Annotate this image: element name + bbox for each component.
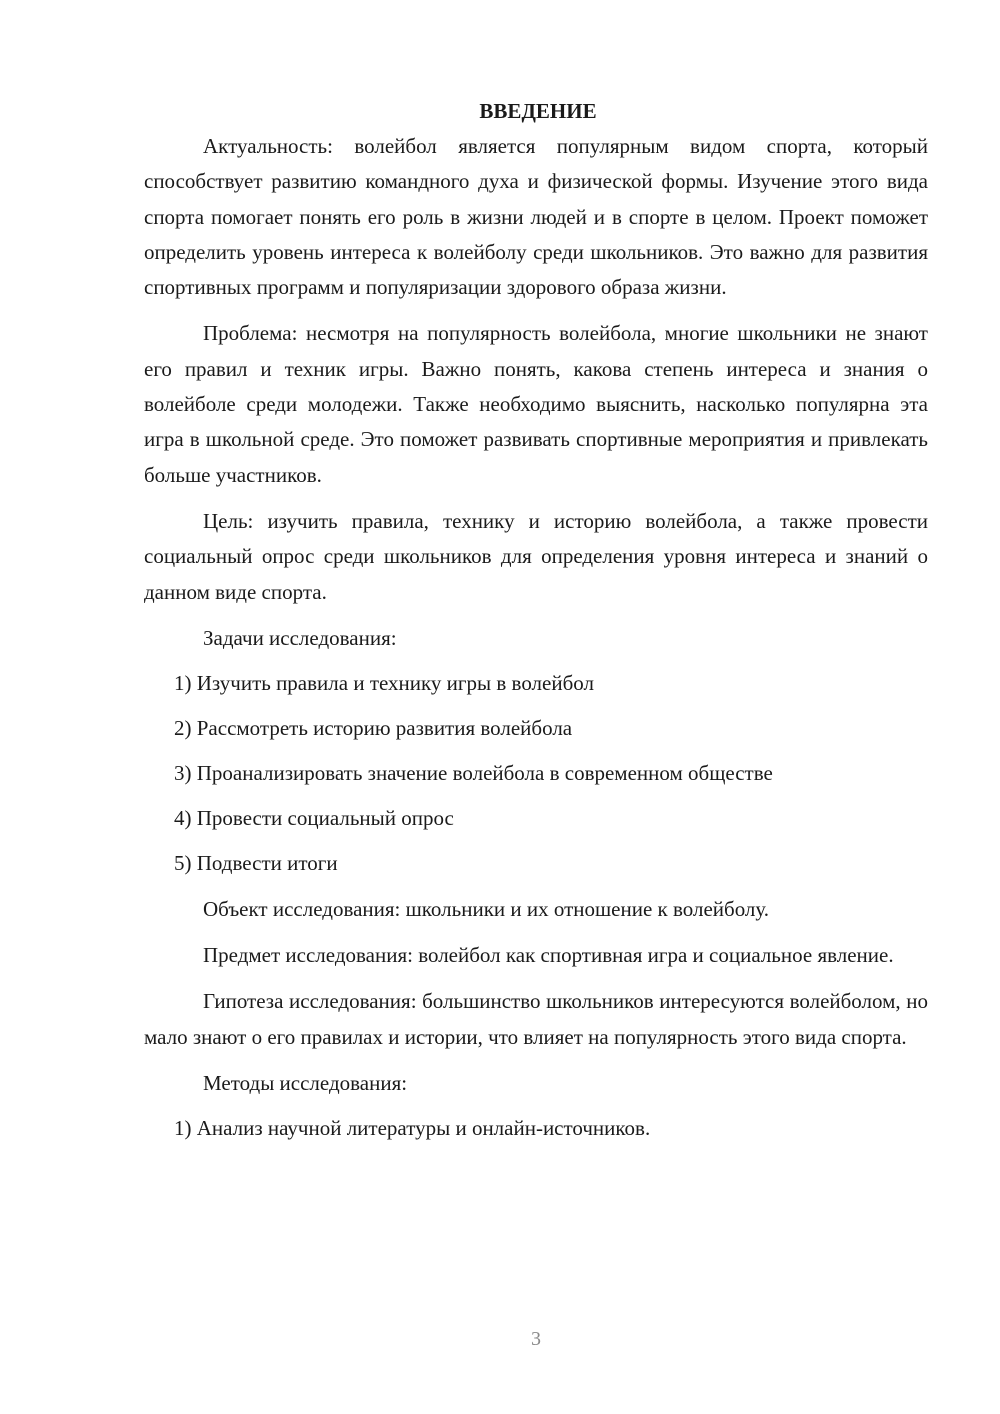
- problem-paragraph: Проблема: несмотря на популярность волейбола, многие школьники не знают его правил и техник игры. Важно понять, какова степень интереса и знания о волейболе среди молодежи. Также необходимо выяснить, насколько популярна эта игра в школьной среде. Это поможет развивать спортивные мероприятия и привлекать больше участников.: [144, 321, 928, 487]
- methods-list: [144, 1111, 928, 1146]
- task-item: 1) Изучить правила и технику игры в волейбол: [174, 670, 594, 695]
- method-item: 1) Анализ научной литературы и онлайн-источников.: [174, 1116, 651, 1141]
- relevance-paragraph: Актуальность: волейбол является популярным видом спорта, который способствует развитию командного духа и физической формы. Изучение этого вида спорта помогает понять его роль в жизни людей и в спорте в целом. Проект поможет определить уровень интереса к волейболу среди школьников. Это важно для развития спортивных программ и популяризации здорового образа жизни.: [144, 134, 928, 300]
- tasks-list: [144, 666, 928, 881]
- page-content: [144, 94, 928, 1146]
- task-item: 5) Подвести итоги: [174, 850, 338, 875]
- subject-paragraph: Предмет исследования: волейбол как спортивная игра и социальное явление.: [203, 943, 894, 968]
- task-item: 2) Рассмотреть историю развития волейбола: [174, 715, 573, 740]
- object-paragraph: Объект исследования: школьники и их отношение к волейболу.: [203, 896, 770, 921]
- goal-paragraph: Цель: изучить правила, технику и историю волейбола, а также провести социальный опрос среди школьников для определения уровня интереса и знаний о данном виде спорта.: [144, 508, 928, 604]
- task-item: 4) Провести социальный опрос: [174, 805, 454, 830]
- hypothesis-paragraph: Гипотеза исследования: большинство школьников интересуются волейболом, но мало знают о его правилах и истории, что влияет на популярность этого вида спорта.: [144, 989, 928, 1049]
- methods-label: Методы исследования:: [203, 1071, 408, 1096]
- section-title: ВВЕДЕНИЕ: [479, 99, 597, 123]
- page-number: 3: [531, 1328, 541, 1350]
- tasks-label: Задачи исследования:: [203, 625, 397, 650]
- task-item: 3) Проанализировать значение волейбола в современном обществе: [174, 760, 773, 785]
